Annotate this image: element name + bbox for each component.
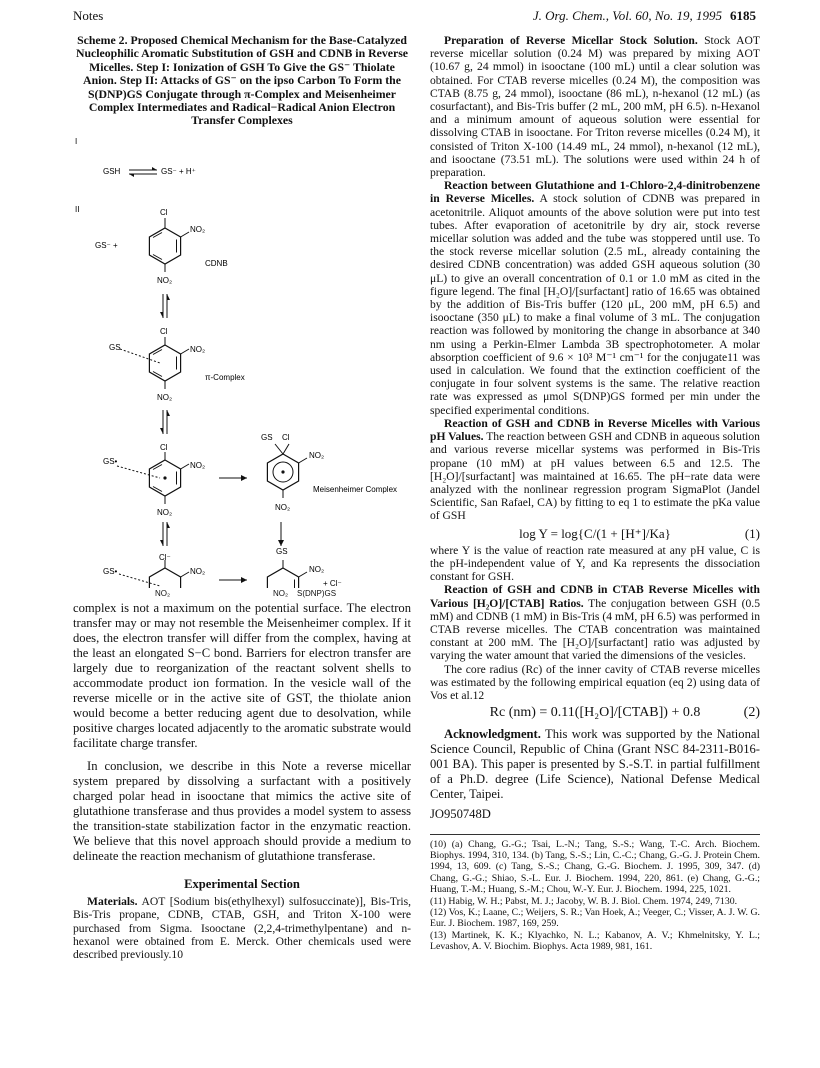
reference-13: (13) Martinek, K. K.; Klyachko, N. L.; Kabanov, A. V.; Khmelnitsky, Y. L.; Levashov, A. V. Biochim. Biophys. Acta 1989, 981, 161. [430,929,760,953]
meisenheimer-label: Meisenheimer Complex [313,484,398,494]
materials-paragraph [73,895,411,961]
pi-gs: GS [109,342,121,352]
arrow-6 [219,577,247,583]
prod-no2-top: NO₂ [309,564,325,574]
meisenheimer-molecule [267,444,307,498]
acknowledgment [430,727,760,802]
stock-text: Stock AOT reverse micellar solution (0.24 M) was prepared by mixing AOT (10.67 g, 24 mmol) in isooctane (100 mL) until a clear solution was obtained. For CTAB reverse micelles (0.24 M), the composition was CTAB (8.75 g, 24 mmol), isooctane (86 mL), n-hexanol (12 mL) (as cosurfactant), and Bis-Tris buffer (2 mL, 200 mM, pH 6.5). n-Hexanol and a minimum amount of aqueous solution were essential for dissolving CTAB in isooctane. For Triton reverse micelles (0.24 M), it consisted of Triton X-100 (14.49 mL, 24 mmol), n-hexanol (12 mL), and isooctane (73.51 mL). The solutions were used within 24 h of preparation. [430,34,760,180]
equilibrium-arrow [129,167,157,177]
left-paragraph-1: complex is not a maximum on the potential surface. The electron transfer may or may not resemble the Meisenheimer complex. If it does, the electron transfer will differ from the complex, having at the least an elongated S−C bond. Barriers for electron transfer are largely due to reorganization of the reactant solvent shells to accommodate product ion formation. In the vesicle wall of the reverse micelle or in the active site of GST, the thiolate anion would become a better reducing agent due to desolvation, while positive charges located adjacently to the aromatic substrate would facilitate charge transfer. [73,601,411,751]
pi-complex-molecule [120,337,189,389]
equation-2-text: Rc (nm) = 0.11([H₂O]/[CTAB]) + 0.8 [489,705,701,721]
manuscript-code: JO950748D [430,807,491,822]
rad-no2-top: NO₂ [190,460,206,470]
product-molecule [267,560,307,588]
ra-no2-bottom: NO₂ [155,589,171,599]
mh-cl: Cl [282,432,290,442]
materials-text: AOT [Sodium bis(ethylhexyl) sulfosuccinate)], Bis-Tris, Bis-Tris propane, CDNB, CTAB, GSH, and Triton X-100 were purchased from Sigma. Isooctane (2,2,4-trimethylpentane) and n-hexanol were obtained from E. Merck. Other chemicals used were described previously.10 [73,895,411,962]
pi-no2-top: NO₂ [190,344,206,354]
equation-1-number: (1) [744,525,760,541]
radical-anion-molecule [119,560,189,588]
plus-cl: + Cl⁻ [323,578,342,588]
pi-no2-bottom: NO₂ [157,392,173,402]
ra-cl: Cl⁻ [159,552,171,562]
product-label: S(DNP)GS [297,589,337,599]
rad-gs: GS• [103,456,118,466]
scheme-diagram [73,128,411,588]
ra-no2-top: NO₂ [190,566,206,576]
eq1-left: GSH [103,166,121,176]
reaction-heading: Reaction between Glutathione and 1-Chloro-2,4-dinitrobenzene in Reverse Micelles. [430,179,760,206]
radical-complex-molecule [117,452,189,504]
step-i-label: I [75,136,78,146]
reaction-paragraph [430,179,760,417]
pi-cl: Cl [160,326,168,336]
page-number: 6185 [730,8,756,23]
rad-cl: Cl [160,442,168,452]
equation-1-text: log Y = log{C/(1 + [H⁺]/Ka} [519,525,671,541]
ra-gs: GS• [103,566,118,576]
arrow-4 [160,522,170,546]
ph-heading: Reaction of GSH and CDNB in Reverse Micelles with Various pH Values. [430,416,760,444]
equation-2-number: (2) [743,705,760,721]
acknowledgment-heading: Acknowledgment. [444,727,541,742]
left-paragraph-2: In conclusion, we describe in this Note a reverse micellar system prepared by dissolving a surfactant with a positively charged polar head in isooctane that mimics the active site of glutathione transferase and thus provides a model system to assess the transition-state stabilization factor in the enzymatic reaction. We believe that this novel approach should provide a medium to delineate the reaction mechanism of glutathione transferase. [73,759,411,864]
running-header-left: Notes [73,8,104,23]
arrow-1 [160,294,170,318]
pi-complex-label: π-Complex [205,372,245,382]
reference-10: (10) (a) Chang, G.-G.; Tsai, L.-N.; Tang, S.-S.; Wang, T.-C. Arch. Biochem. Biophys. 1994, 310, 134. (b) Tang, S.-S.; Lin, C.-C.; Chang, G.-G. J. Protein Chem. 1994, 13, 609. (c) Tang, S.-S.; Chang, G.-G. Biochem. J. 1995, 309, 347. (d) Chang, G.-G.; Shiao, S.-L. Eur. J. Biochem. 1994, 220, 861. (e) Chang, G.-G.; Huang, T.-M.; Huang, S.-M.; Chou, W.-Y. Eur. J. Biochem. 1994, 225, 1021. [430,838,760,896]
cdnb-no2-top: NO₂ [190,224,206,234]
reaction-text: A stock solution of CDNB was prepared in acetonitrile. Aliquot amounts of the above solution were put into test tubes. After evaporation of acetonitrile by dry air, stock reverse micellar solution was added and the tube was stoppered until use. To the stock reverse micellar solution (2.5 mL, already containing the desired CDNB concentration) was added GSH aqueous solution (30 μL) to give an overall concentration of 0.1 or 1.0 mM as cited in the figure legend. The final [H₂O]/[surfactant] ratio of 16.65 was obtained by the addition of Bis-Tris buffer (120 μL, 200 mM, pH 6.5) and isooctane (350 μL) to make a final volume of 3 mL. The conjugation reaction was followed by monitoring the change in absorbance at 340 nm using a Perkin-Elmer Lambda 3B spectrophotometer. A molar absorption coefficient of 9.6 × 10³ M⁻¹ cm⁻¹ for the conjugate11 was used in calculation. We found that the extinction coefficient of the conjugate in four solvent systems is the same. The relative reaction rate was expressed as μmol S(DNP)GS formed per min under the specified experimental conditions. [430,192,760,417]
cdnb-label: CDNB [205,258,228,268]
mh-no2-top: NO₂ [309,450,325,460]
prod-no2-bottom: NO₂ [273,589,289,599]
stock-paragraph [430,34,760,179]
step-ii-label: II [75,204,80,214]
mh-no2-bottom: NO₂ [275,502,291,512]
running-header-journal [533,8,756,24]
radius-paragraph: The core radius (Rc) of the inner cavity of CTAB reverse micelles was estimated by the following empirical equation (eq 2) using data of Vos et al.12 [430,662,760,702]
left-column [73,34,411,961]
ctab-heading: Reaction of GSH and CDNB in CTAB Reverse Micelles with Various [H₂O]/[CTAB] Ratios. [430,583,760,610]
section-heading: Experimental Section [184,877,300,892]
prod-gs: GS [276,546,288,556]
references [430,834,760,953]
arrow-5 [278,522,284,546]
materials-heading: Materials. [87,895,138,909]
ctab-paragraph [430,583,760,662]
cdnb-no2-bottom: NO₂ [157,275,173,285]
gs-plus: GS⁻ + [95,240,118,250]
arrow-3 [219,475,247,481]
reference-11: (11) Habig, W. H.; Pabst, M. J.; Jacoby, W. B. J. Biol. Chem. 1974, 249, 7130. [430,895,738,907]
mh-gs: GS [261,432,273,442]
right-column [430,34,760,953]
journal-citation: J. Org. Chem., Vol. 60, No. 19, 1995 [532,8,722,23]
equation-1 [430,527,760,540]
acknowledgment-text: This work was supported by the National Science Council, Republic of China (Grant NSC 84-2311-B016-001 BA). This paper is presented by S.-S.T. in partial fulfillment of a Ph.D. degree (Life Science), National Defense Medical Center, Taipei. [430,727,760,802]
eq1-right: GS⁻ + H⁺ [161,166,196,176]
cdnb-cl: Cl [160,207,168,217]
left-body [73,601,411,864]
ctab-text: The conjugation between GSH (0.5 mM) and CDNB (1 mM) in Bis-Tris (4 mM, pH 6.5) was performed in CTAB reverse micelles. The CTAB concentration was maintained constant at 200 mM. The [H₂O]/[surfactant] ratio was adjusted by varying the water amount that varied the dimensions of the vesicles. [430,596,761,663]
equation-2 [430,706,760,719]
scheme-title: Scheme 2. Proposed Chemical Mechanism for the Base-Catalyzed Nucleophilic Aromatic Substitution of GSH and CDNB in Reverse Micelles. Step I: Ionization of GSH To Give the GS⁻ Thiolate Anion. Step II: Attacks of GS⁻ on the ipso Carbon To Form the S(DNP)GS Conjugate through π-Complex and Meisenheimer Complex Intermediates and Radical−Radical Anion Electron Transfer Complexes [75,33,409,128]
ph-paragraph [430,417,760,523]
stock-heading: Preparation of Reverse Micellar Stock Solution. [444,34,698,47]
cdnb-molecule [149,218,189,272]
reference-12: (12) Vos, K.; Laane, C.; Weijers, S. R.; Van Hoek, A.; Veeger, C.; Visser, A. J. W. G. Eur. J. Biochem. 1987, 169, 259. [430,907,760,930]
arrow-2 [160,410,170,434]
where-paragraph: where Y is the value of reaction rate measured at any pH value, C is the pH-independent value of Y, and Ka represents the dissociation constant for GSH. [430,543,760,584]
ph-text: The reaction between GSH and CDNB in aqueous solution and various reverse micellar systems was performed in Bis-Tris propane (10 mM) at pH values between 6.5 and 12.5. The [H₂O]/[surfactant] was maintained at 16.65. The pH−rate data were analyzed with the nonlinear regression program SigmaPlot (Jandel Scientific, San Rafael, CA) by fitting to eq 1 to estimate the pKa value of GSH [430,430,760,523]
rad-no2-bottom: NO₂ [157,507,173,517]
